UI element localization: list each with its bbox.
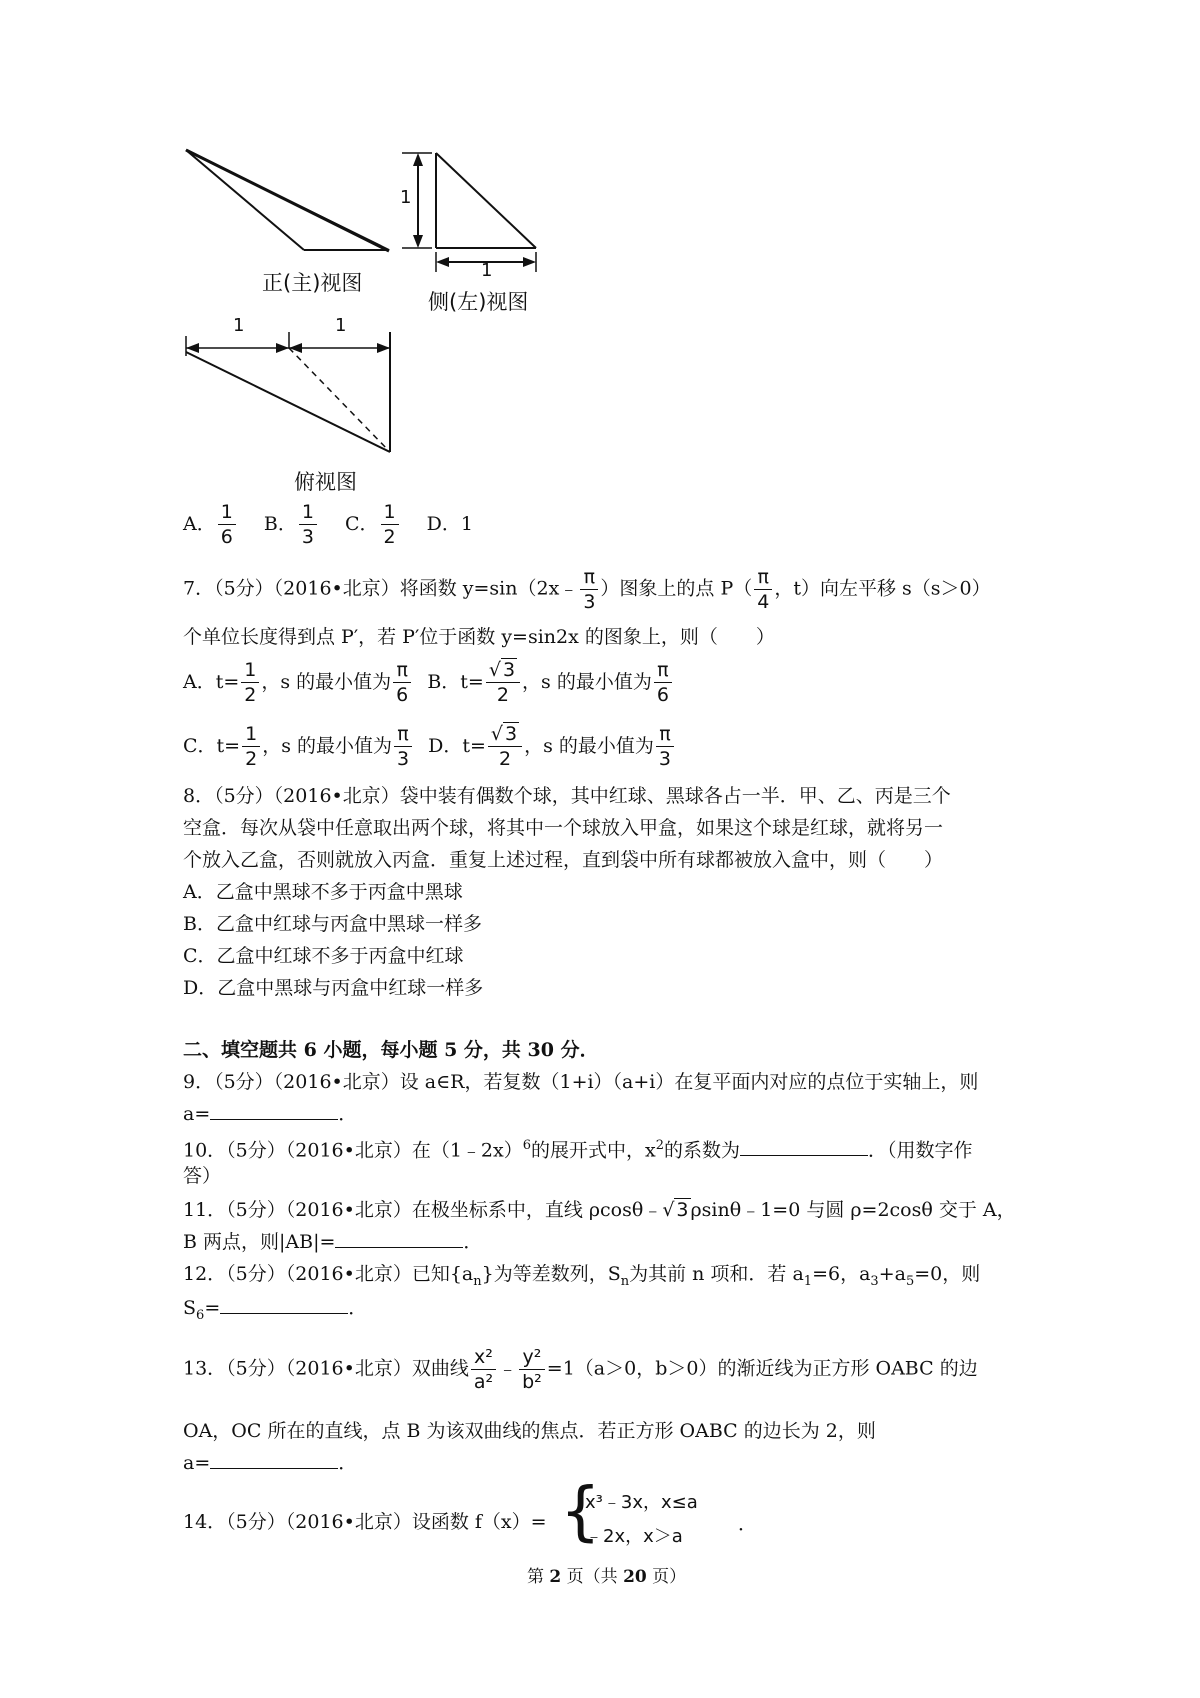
q8-option-c: C．乙盒中红球不多于丙盒中红球 [183,945,464,967]
q6-options [183,500,473,549]
q11-answer-blank[interactable] [335,1229,463,1248]
q8-option-b: B．乙盒中红球与丙盒中黑球一样多 [183,913,482,935]
q9-answer-blank[interactable] [210,1101,338,1120]
q12-stem-line2: $S_6=$ ． [183,1297,368,1323]
q14-end: ． [738,1513,758,1535]
q11-stem-line2: B 两点，则|AB|= ． [183,1231,483,1253]
q6-option-b: B． $\frac{1}{3}$ [264,513,325,535]
page-footer: 第 2 页（共 20 页） [527,1567,687,1587]
q9-stem-line2: a= ． [183,1103,358,1125]
side-width-label: 1 [481,260,493,281]
q14-stem: 14．（5分）（2016•北京）设函数 f（x）= [183,1511,547,1533]
q11-stem-line1: 11．（5分）（2016•北京）在极坐标系中，直线 ρcosθ﹣√ 3 ρsinθ﹣1=0 与圆 ρ=2cosθ 交于 A， [183,1199,1016,1221]
front-view-drawing [186,150,389,251]
q12-answer-blank[interactable] [220,1295,348,1314]
front-view-caption: 正(主)视图 [262,271,363,295]
q9-stem-line1: 9．（5分）（2016•北京）设 a∈R，若复数（1+i）（a+i）在复平面内对应的点位于实轴上，则 [183,1071,979,1093]
q7-stem-line1: 7．（5分）（2016•北京）将函数 y=sin（2x﹣ $\frac{\pi}{3}$ ）图象上的点 P（ $\frac{\pi}{4}$ ，t）向左平移 s（s＞0） [183,566,991,613]
q6-option-a: A． $\frac{1}{6}$ [183,513,244,535]
q6-option-d: D．1 [426,512,473,535]
q7-option-b: B．t= $\frac{√ 3}{2}$ ，s 的最小值为 $\frac{\pi}{6}$ [427,671,674,693]
q7-options-cd [183,722,676,771]
side-view-drawing [402,153,536,272]
page-number: 2 [549,1567,562,1587]
q8-stem-line1: 8．（5分）（2016•北京）袋中装有偶数个球，其中红球、黑球各占一半．甲、乙、丙是三个 [183,785,951,807]
q7-option-c: C．t= $\frac{1}{2}$ ，s 的最小值为 $\frac{\pi}{3}$ [183,735,420,757]
q10-answer-blank[interactable] [740,1137,868,1156]
q10-stem-line1: 10．（5分）（2016•北京）在（1﹣2x）$^6$的展开式中，$x^2$的系数为 ．（用数字作 [183,1138,973,1162]
q14-case1: x³﹣3x，x≤a [585,1492,698,1513]
q8-option-a: A．乙盒中黑球不多于丙盒中黑球 [183,881,463,903]
q10-stem-line2: 答） [183,1165,222,1187]
q12-stem-line1: 12．（5分）（2016•北京）已知$\{a_n\}$为等差数列，$S_n$为其前 n 项和．若 $a_1=6$，$a_3+a_5=0$，则 [183,1263,981,1289]
q8-stem-line3: 个放入乙盒，否则就放入丙盒．重复上述过程，直到袋中所有球都被放入盒中，则（ ） [183,849,944,871]
top-view-drawing [186,332,390,452]
three-view-figure [0,0,1200,500]
q7-option-d: D．t= $\frac{√ 3}{2}$ ，s 的最小值为 $\frac{\pi}{3}$ [428,735,676,757]
section2-heading: 二、填空题共 6 小题，每小题 5 分，共 30 分． [183,1039,599,1061]
q13-stem-line3: a= ． [183,1452,358,1474]
top-left-label: 1 [233,315,245,336]
q8-stem-line2: 空盒．每次从袋中任意取出两个球，将其中一个球放入甲盒，如果这个球是红球，就将另一 [183,817,944,839]
q7-option-a: A．t= $\frac{1}{2}$ ，s 的最小值为 $\frac{\pi}{6}$ [183,671,419,693]
q13-answer-blank[interactable] [210,1450,338,1469]
q8-option-d: D．乙盒中黑球与丙盒中红球一样多 [183,977,484,999]
q13-stem-line1: 13．（5分）（2016•北京）双曲线 $\frac{\text{x²}}{\text{a²}}$ ﹣ $\frac{\text{y²}}{\text{b²}}$ =1（a＞0，b＞0）的渐近线为正方形 OABC 的边 [183,1346,978,1393]
q14-case2: ﹣2x，x＞a [585,1526,683,1547]
q13-stem-line2: OA，OC 所在的直线，点 B 为该双曲线的焦点．若正方形 OABC 的边长为 2，则 [183,1420,876,1442]
page-total: 20 [623,1567,647,1587]
q6-option-c: C． $\frac{1}{2}$ [345,513,407,535]
side-height-label: 1 [400,187,412,208]
q7-options-ab [183,658,674,707]
side-view-caption: 侧(左)视图 [428,290,529,314]
top-right-label: 1 [335,315,347,336]
q7-stem-line2: 个单位长度得到点 P′，若 P′位于函数 y=sin2x 的图象上，则（ ） [183,626,775,648]
q14-piecewise-brace: { [560,1475,601,1549]
top-view-caption: 俯视图 [294,470,357,494]
